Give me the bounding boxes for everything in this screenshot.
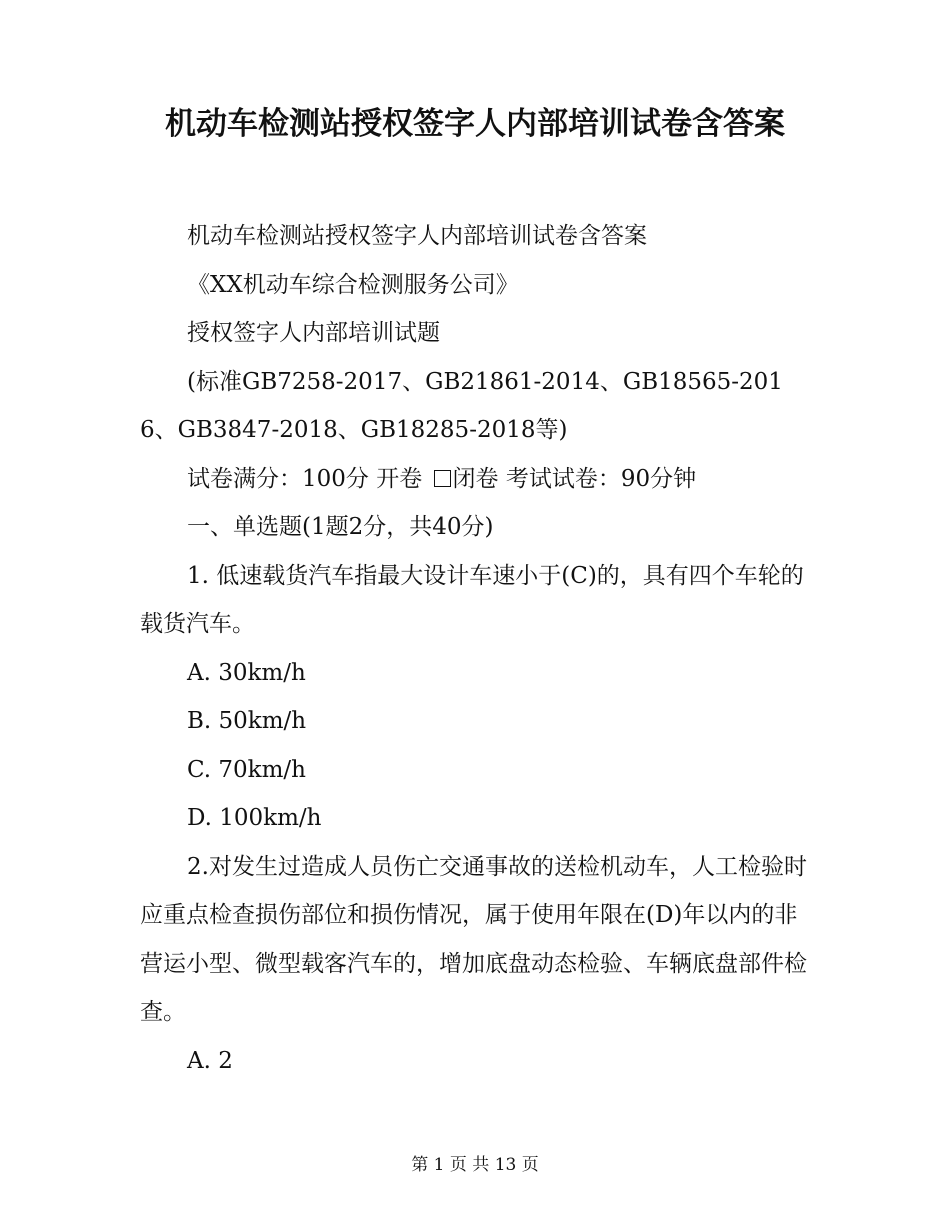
question-1-option-b: B. 50km/h: [187, 708, 307, 734]
exam-info-text: 试卷满分：100分 开卷: [187, 465, 430, 492]
question-1: 1. 低速载货汽车指最大设计车速小于(C)的，具有四个车轮的载货汽车。: [140, 562, 804, 637]
paragraph-subtitle: 授权签字人内部培训试题: [187, 320, 440, 346]
document-title: 机动车检测站授权签字人内部培训试卷含答案: [165, 106, 785, 142]
paragraph-heading: 机动车检测站授权签字人内部培训试卷含答案: [187, 223, 647, 249]
question-1-option-d: D. 100km/h: [187, 805, 322, 831]
paragraph-company: 《XX机动车综合检测服务公司》: [187, 271, 519, 298]
question-1-option-a: A. 30km/h: [187, 659, 306, 686]
question-2-option-a: A. 2: [187, 1047, 233, 1074]
paragraph-exam-info: [140, 455, 812, 504]
page-footer: 第 1 页 共 13 页: [411, 1155, 539, 1175]
document-body: [140, 212, 812, 1085]
exam-info-text-after: 闭卷 考试试卷：90分钟: [452, 465, 697, 492]
paragraph-standards: (标准GB7258-2017、GB21861-2014、GB18565-2016、GB3847-2018、GB18285-2018等): [140, 368, 783, 443]
checkbox-empty-icon: [434, 470, 451, 487]
section-heading: 一、单选题(1题2分，共40分): [187, 514, 494, 540]
question-2: 2.对发生过造成人员伤亡交通事故的送检机动车，人工检验时应重点检查损伤部位和损伤情况，属于使用年限在(D)年以内的非营运小型、微型载客汽车的，增加底盘动态检验、车辆底盘部件检查。: [140, 853, 807, 1025]
question-1-option-c: C. 70km/h: [187, 756, 306, 783]
